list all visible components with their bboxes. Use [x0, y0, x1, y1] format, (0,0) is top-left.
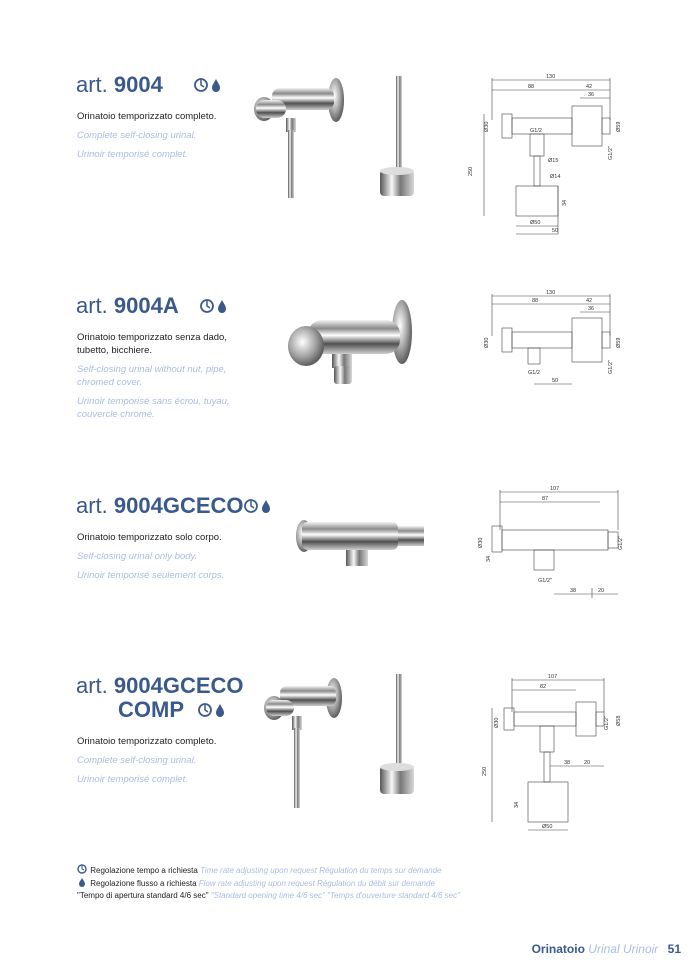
- dim-250: 250: [482, 766, 488, 776]
- water-drop-icon: [77, 877, 88, 887]
- page-number: 51: [667, 942, 681, 956]
- dim-50: 50: [552, 228, 559, 234]
- product-title: art. 9004GCECO: [76, 673, 244, 698]
- technical-drawing: [478, 672, 638, 838]
- dim-g12: G1/2": [604, 716, 610, 730]
- technical-drawing: [462, 288, 632, 392]
- desc-en: Self-closing urinal only body.: [77, 551, 198, 562]
- product-photo: [294, 514, 428, 570]
- dim-d14: Ø14: [550, 174, 561, 180]
- clock-icon: [245, 500, 257, 512]
- desc-en: Self-closing urinal without nut, pipe, chromed cover.: [77, 364, 227, 388]
- desc-fr: Urinoir temporisé seulement corps.: [77, 570, 225, 581]
- dim-34: 34: [514, 801, 520, 808]
- dim-d59: Ø59: [616, 121, 622, 132]
- product-photo: [260, 672, 430, 812]
- product-title: art. 9004GCECO: [76, 493, 244, 518]
- dim-36: 36: [588, 92, 595, 98]
- page-footer: [532, 942, 681, 956]
- product-title-line2: COMP: [118, 697, 184, 722]
- desc-it: Orinatoio temporizzato completo.: [77, 736, 217, 747]
- dim-250: 250: [468, 166, 474, 176]
- desc-fr: Urinoir temporisé complet.: [77, 149, 188, 160]
- time-flow-icons: [200, 297, 234, 315]
- dim-38: 38: [570, 588, 577, 594]
- dim-20: 20: [598, 588, 605, 594]
- technical-drawing: [462, 70, 632, 240]
- dim-d15: Ø15: [548, 158, 559, 164]
- footer-title: Orinatoio: [531, 942, 585, 956]
- legend: [77, 864, 460, 902]
- dim-g12b: G1/2": [618, 536, 624, 550]
- clock-icon: [195, 79, 207, 91]
- water-drop-icon: [262, 500, 270, 513]
- dim-107: 107: [548, 674, 558, 680]
- desc-fr: Urinoir temporisé sans écrou, tuyau, couvercle chromé.: [77, 396, 230, 420]
- dim-130: 130: [546, 290, 556, 296]
- dim-g12b: G1/2": [608, 360, 614, 374]
- desc-en: Complete self-closing urinal.: [77, 755, 197, 766]
- dim-42: 42: [586, 84, 593, 90]
- dim-34: 34: [562, 199, 568, 206]
- desc-it: Orinatoio temporizzato completo.: [77, 111, 217, 122]
- dim-20: 20: [584, 760, 591, 766]
- dim-d30: Ø30: [478, 537, 484, 548]
- clock-icon: [199, 704, 211, 716]
- dim-38: 38: [564, 760, 571, 766]
- legend-time: Regolazione tempo a richiesta Time rate adjusting upon request Régulation du temps sur demande: [77, 864, 460, 877]
- dim-82: 82: [540, 684, 547, 690]
- dim-d30: Ø30: [494, 717, 500, 728]
- dim-d59: Ø59: [616, 337, 622, 348]
- product-title: art. 9004A: [76, 293, 179, 318]
- dim-36: 36: [588, 306, 595, 312]
- legend-opening: "Tempo di apertura standard 4/6 sec" "Standard opening time 4/6 sec" "Temps d'ouverture standard 4/6 sec": [77, 891, 460, 900]
- dim-g12a: G1/2": [538, 578, 552, 584]
- dim-87: 87: [542, 496, 549, 502]
- dim-g12b: G1/2": [608, 146, 614, 160]
- dim-g12a: G1/2: [528, 370, 540, 376]
- dim-d50: Ø50: [542, 824, 553, 830]
- technical-drawing: [470, 484, 640, 606]
- dim-42: 42: [586, 298, 593, 304]
- dim-34: 34: [486, 555, 492, 562]
- clock-icon: [77, 864, 88, 874]
- water-drop-icon: [212, 79, 220, 92]
- dim-50: 50: [552, 378, 559, 384]
- dim-g12a: G1/2: [530, 128, 542, 134]
- desc-fr: Urinoir temporisé complet.: [77, 774, 188, 785]
- desc-it: Orinatoio temporizzato senza dado, tubetto, bicchiere.: [77, 332, 227, 356]
- dim-88: 88: [532, 298, 539, 304]
- desc-en: Complete self-closing urinal.: [77, 130, 197, 141]
- water-drop-icon: [216, 704, 224, 717]
- time-flow-icons: [198, 701, 232, 719]
- product-photo: [284, 298, 424, 390]
- clock-icon: [201, 300, 213, 312]
- water-drop-icon: [218, 300, 226, 313]
- dim-d30: Ø30: [484, 337, 490, 348]
- dim-d50: Ø50: [530, 220, 541, 226]
- dim-d30: Ø30: [484, 121, 490, 132]
- footer-subtitle: Urinal Urinoir: [588, 942, 659, 956]
- time-flow-icons: [194, 76, 228, 94]
- dim-107: 107: [550, 486, 560, 492]
- legend-flow: Regolazione flusso a richiesta Flow rate adjusting upon request Régulation du débit sur demande: [77, 877, 460, 890]
- product-title: art. 9004: [76, 72, 163, 97]
- time-flow-icons: [244, 497, 278, 515]
- desc-it: Orinatoio temporizzato solo corpo.: [77, 532, 222, 543]
- dim-d58: Ø58: [616, 715, 622, 726]
- dim-88: 88: [528, 84, 535, 90]
- product-photo: [250, 74, 430, 202]
- dim-130: 130: [546, 74, 556, 80]
